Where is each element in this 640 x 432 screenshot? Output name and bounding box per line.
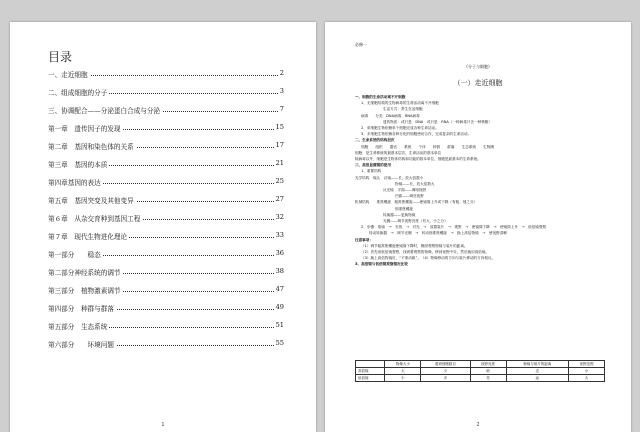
toc-title: 目录 (48, 50, 73, 64)
table-cell: 高倍镜 (356, 368, 385, 375)
body-line: 机械结构 准焦螺旋 粗准焦螺旋——使镜筒上升或下降（有粗、细之分） (355, 200, 478, 205)
table-cell: 物像大小 (385, 361, 421, 368)
toc-entry[interactable] (48, 318, 284, 336)
toc-entry[interactable] (48, 156, 284, 174)
toc-entry-label: 第一部分 稳态 (48, 251, 101, 259)
body-line: 光学结构 镜头 目镜——长，放大倍数小 (355, 175, 424, 180)
toc-entry-label: 第五部分 生态系统 (48, 323, 108, 331)
table-cell: 看到细胞数目 (421, 361, 470, 368)
body-line: 光圈——调节视野亮度（有大、小之分） (383, 219, 448, 224)
toc-entry-page: 21 (275, 159, 284, 167)
toc-entry-label: 第三部分 植物激素调节 (48, 287, 121, 295)
body-line: 一、细胞的生命活动离不开细胞 (355, 95, 406, 99)
toc-entry-page: 32 (275, 213, 284, 221)
body-line: 细准焦螺旋 (395, 206, 413, 211)
toc-entry[interactable] (48, 138, 284, 156)
table-cell: 小 (385, 375, 421, 382)
toc-entry[interactable] (48, 300, 284, 318)
body-line: 凹面——调亮视野 (395, 194, 424, 199)
toc-entry-label: 第四章基因的表达 (48, 179, 101, 187)
toc-entry[interactable] (48, 336, 284, 354)
table-cell: 视野亮度 (470, 361, 506, 368)
toc-entry-label: 二、组成细胞的分子 (48, 89, 108, 97)
body-line: 除病毒以外，细胞是生物体结构和功能的基本单位，细胞是最基本的生命系统。 (355, 157, 481, 162)
table-cell: 大 (385, 368, 421, 375)
toc-entry[interactable] (48, 192, 284, 210)
toc-entry-page: 33 (275, 231, 284, 239)
table-cell: 大 (568, 375, 604, 382)
body-line: 二、生命系统的结构层次 (355, 138, 395, 143)
body-line: 1、重要结构 (361, 169, 382, 174)
toc-entry-page: 36 (275, 249, 284, 257)
table-cell (356, 361, 385, 368)
body-line: 2、步骤：取镜 → 安放 → 对光 → 放置装片 → 观察 → 使镜筒下降 → 使镜筒上升 → 低倍镜观察 (361, 225, 547, 230)
table-row (356, 368, 605, 375)
document-page-1 (10, 22, 316, 432)
section-title: （一）走近细胞 (453, 79, 503, 87)
body-line: 转换器——更换物镜 (383, 212, 416, 217)
body-line: 3、多细胞生物依赖各种分化的细胞密切合作，完成复杂的生命活动。 (361, 132, 472, 137)
table-of-contents (48, 66, 284, 354)
toc-entry-page: 47 (275, 285, 284, 293)
toc-entry-page: 7 (279, 105, 284, 113)
toc-entry[interactable] (48, 120, 284, 138)
toc-entry[interactable] (48, 246, 284, 264)
table-cell: 多 (421, 375, 470, 382)
table-cell: 少 (421, 368, 470, 375)
body-line: 遗传物质：或只是 DNA 或只是 RNA（一种病毒只含一种核酸） (383, 119, 492, 124)
page-number: 1 (161, 422, 165, 428)
toc-entry-label: 第三章 基因的本质 (48, 161, 108, 169)
table-cell: 视野范围 (568, 361, 604, 368)
toc-entry-label: 一、走近细胞 (48, 71, 88, 79)
toc-entry-label: 第五章 基因突变及其他变异 (48, 197, 134, 205)
toc-entry-label: 第７章 现代生物进化理论 (48, 233, 128, 241)
body-line: （1）调节粗准焦螺旋使镜筒下降时，侧面观察物镜与装片的距离。 (361, 243, 468, 248)
toc-entry-page: 38 (275, 267, 284, 275)
toc-entry-label: 第二部分神经系统的调节 (48, 269, 121, 277)
body-line: 细胞 组织 器官 系统 个体 种群 群落 生态系统 生物圈 (361, 144, 494, 149)
table-cell: 小 (568, 368, 604, 375)
body-line: 转动转换器 → 调节光圈 → 转动细准焦螺旋 → 换上高倍物镜 → 使视野清晰 (369, 231, 507, 236)
toc-entry-page: 51 (275, 321, 284, 329)
body-line: （3）换上高倍物镜后，“不准动粗”。（4）物像移动的方向与装片移动的方向相反。 (361, 256, 496, 261)
body-line: 3、高倍镜与低倍镜观察情况比较 (355, 262, 408, 267)
toc-entry[interactable] (48, 282, 284, 300)
body-line: 物镜——长，放大倍数大 (395, 181, 435, 186)
microscope-comparison-table (355, 360, 605, 382)
toc-entry-label: 第一章 遗传因子的发现 (48, 125, 121, 133)
body-line: 注意事项： (355, 237, 373, 242)
body-line: 反光镜 平面——调暗视野 (383, 188, 427, 193)
section-body (355, 94, 605, 268)
table-cell: 低倍镜 (356, 375, 385, 382)
body-line: 细胞：是生命系统的最基本层次，生命活动的基本单位 (355, 150, 442, 155)
toc-entry[interactable] (48, 264, 284, 282)
toc-entry[interactable] (48, 228, 284, 246)
body-line: 2、单细胞生物依赖单个细胞完成各种生命活动。 (361, 126, 439, 131)
toc-entry[interactable] (48, 210, 284, 228)
toc-entry-page: 17 (275, 141, 284, 149)
toc-entry-page: 27 (275, 195, 284, 203)
table-cell: 远 (506, 375, 568, 382)
body-line: 三、高倍显微镜的使用 (355, 163, 391, 168)
toc-entry-page: 25 (275, 177, 284, 185)
table-row (356, 375, 605, 382)
toc-entry[interactable] (48, 66, 284, 84)
body-line: 1、无细胞结构的生物病毒的生命活动离不开细胞 (361, 101, 439, 106)
toc-entry-label: 第四部分 种群与群落 (48, 305, 114, 313)
toc-entry[interactable] (48, 174, 284, 192)
toc-entry[interactable] (48, 102, 284, 120)
toc-entry-label: 第６章 从杂交育种到基因工程 (48, 215, 141, 223)
toc-entry[interactable] (48, 84, 284, 102)
toc-entry-label: 第二章 基因和染色体的关系 (48, 143, 134, 151)
toc-entry-page: 15 (275, 123, 284, 131)
table-header-row (356, 361, 605, 368)
toc-entry-page: 49 (275, 303, 284, 311)
page-header: 必修一 (355, 42, 367, 47)
table-cell: 亮 (470, 375, 506, 382)
table-cell: 暗 (470, 368, 506, 375)
page-number: 2 (476, 422, 480, 428)
toc-entry-page: 2 (279, 69, 284, 77)
table-cell: 物镜与玻片的距离 (506, 361, 568, 368)
toc-entry-label: 三、协调配合——分泌蛋白合成与分泌 (48, 107, 161, 115)
body-line: 病毒 分类：DNA病毒、RNA病毒 (361, 113, 420, 118)
book-subtitle: 《分子与细胞》 (464, 64, 492, 69)
body-line: （2）首先用低倍镜观察，找到要观察的物像，移到视野中央，然后换用高倍镜。 (361, 250, 490, 255)
document-page-2 (325, 22, 631, 432)
toc-entry-page: 3 (279, 87, 284, 95)
body-line: 生活方式：寄生在活细胞 (383, 107, 423, 112)
table-cell: 近 (506, 368, 568, 375)
toc-entry-label: 第六部分 环境问题 (48, 341, 114, 349)
toc-entry-page: 55 (275, 339, 284, 347)
